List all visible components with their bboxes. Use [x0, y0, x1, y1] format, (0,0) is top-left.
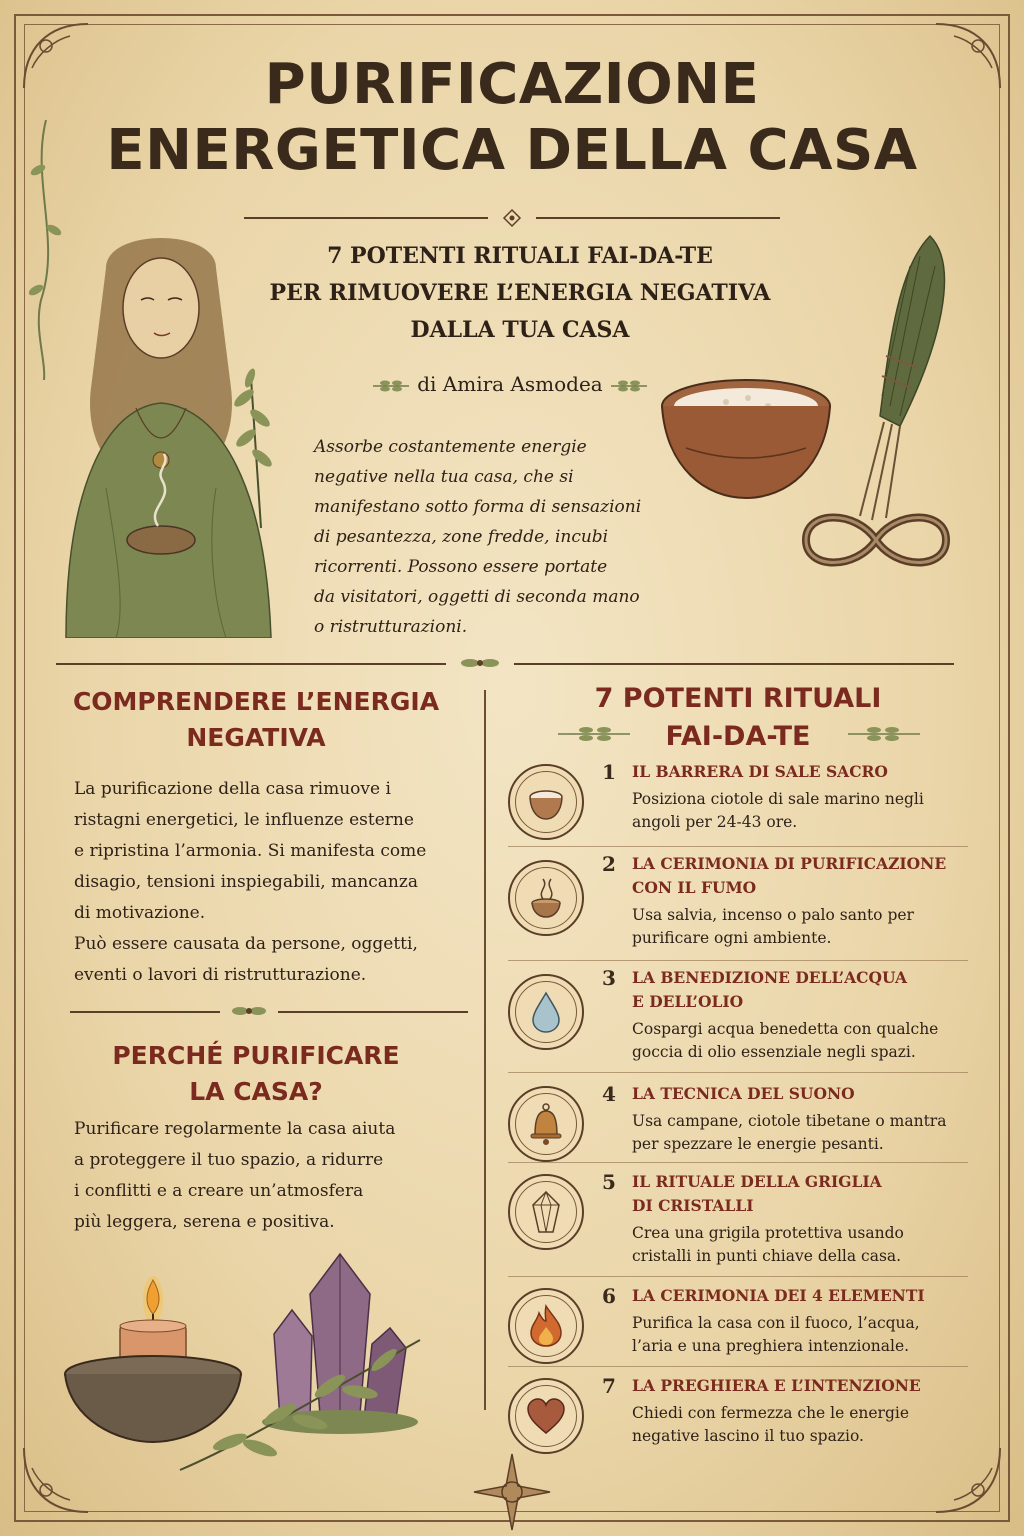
section-title-line: LA CASA?	[189, 1077, 323, 1106]
ritual-description	[632, 904, 968, 950]
intro-line: di pesantezza, zone fredde, incubi	[314, 527, 609, 547]
subsection-divider	[278, 1011, 468, 1013]
ritual-desc-line: Purifica la casa con il fuoco, l’acqua,	[632, 1314, 920, 1332]
leaf-sprig-icon	[609, 378, 649, 394]
section-title-line: FAI-DA-TE	[665, 721, 811, 752]
ritual-desc-line: negative lascino il tuo spazio.	[632, 1427, 864, 1445]
ritual-badge	[508, 1378, 584, 1454]
ritual-badge	[508, 1086, 584, 1162]
subsection-divider	[70, 1011, 220, 1013]
ritual-description	[632, 1312, 968, 1358]
body-line: eventi o lavori di ristrutturazione.	[74, 965, 367, 985]
body-line: più leggera, serena e positiva.	[74, 1212, 335, 1232]
subtitle-line-3: DALLA TUA CASA	[410, 317, 630, 343]
intro-paragraph	[314, 432, 664, 642]
column-divider	[484, 690, 486, 1410]
section-divider	[56, 663, 446, 665]
ritual-desc-line: Chiedi con fermezza che le energie	[632, 1404, 910, 1422]
body-line: Può essere causata da persone, oggetti,	[74, 934, 418, 954]
heart-icon	[523, 1393, 569, 1439]
ritual-title	[632, 1374, 968, 1398]
ritual-separator	[508, 960, 968, 961]
sage-bundle-illustration	[820, 226, 970, 526]
title-line-2: ENERGETICA DELLA CASA	[106, 118, 918, 183]
herb-sprig-illustration	[170, 1330, 430, 1480]
ritual-separator	[508, 1276, 968, 1277]
ritual-title	[632, 1082, 968, 1106]
leaf-sprig-icon	[846, 724, 922, 744]
ritual-desc-line: angoli per 24-43 ore.	[632, 813, 798, 831]
divider-ornament	[224, 1000, 274, 1022]
ritual-badge	[508, 974, 584, 1050]
ritual-item-5	[508, 1170, 968, 1276]
ritual-title-line: E DELL’OLIO	[632, 992, 744, 1011]
rituals-section-title	[510, 680, 966, 756]
body-line: i conflitti e a creare un’atmosfera	[74, 1181, 364, 1201]
ritual-desc-line: Usa campane, ciotole tibetane o mantra	[632, 1112, 947, 1130]
ritual-number: 1	[602, 760, 616, 784]
ritual-number: 3	[602, 966, 616, 990]
body-line: e ripristina l’armonia. Si manifesta come	[74, 841, 427, 861]
ritual-title-line: CON IL FUMO	[632, 878, 757, 897]
infinity-symbol-illustration	[786, 500, 966, 580]
ritual-title	[632, 1170, 968, 1218]
ritual-separator	[508, 1072, 968, 1073]
ritual-badge	[508, 764, 584, 840]
ritual-item-7	[508, 1374, 968, 1480]
ritual-desc-line: Cospargi acqua benedetta con qualche	[632, 1020, 939, 1038]
ritual-desc-line: Crea una grigila protettiva usando	[632, 1224, 904, 1242]
ritual-desc-line: l’aria e una preghiera intenzionale.	[632, 1337, 910, 1355]
ritual-item-3	[508, 966, 968, 1072]
bell-icon	[523, 1101, 569, 1147]
ritual-title-line: DI CRISTALLI	[632, 1196, 754, 1215]
page-title	[0, 52, 1024, 184]
intro-line: o ristrutturazioni.	[314, 617, 468, 637]
why-text	[74, 1114, 474, 1238]
ritual-title-line: LA CERIMONIA DEI 4 ELEMENTI	[632, 1286, 925, 1305]
body-line: Purificare regolarmente la casa aiuta	[74, 1119, 396, 1139]
ritual-item-1	[508, 760, 968, 866]
divider-ornament	[450, 652, 510, 674]
intro-line: Assorbe costantemente energie	[314, 437, 587, 457]
ritual-title-line: LA BENEDIZIONE DELL’ACQUA	[632, 968, 908, 987]
ritual-number: 6	[602, 1284, 616, 1308]
ritual-title-line: LA CERIMONIA DI PURIFICAZIONE	[632, 854, 947, 873]
section-title-line: NEGATIVA	[186, 723, 326, 752]
subtitle-line-1: 7 POTENTI RITUALI FAI-DA-TE	[327, 243, 713, 269]
ritual-desc-line: goccia di olio essenziale negli spazi.	[632, 1043, 916, 1061]
ritual-description	[632, 1110, 968, 1156]
ritual-desc-line: Usa salvia, incenso o palo santo per	[632, 906, 914, 924]
ritual-badge	[508, 1174, 584, 1250]
salt-bowl-icon	[523, 779, 569, 825]
body-line: La purificazione della casa rimuove i	[74, 779, 391, 799]
intro-line: da visitatori, oggetti di seconda mano	[314, 587, 640, 607]
ritual-title-line: IL RITUALE DELLA GRIGLIA	[632, 1172, 882, 1191]
subtitle-line-2: PER RIMUOVERE L’ENERGIA NEGATIVA	[269, 280, 771, 306]
ritual-desc-line: Posiziona ciotole di sale marino negli	[632, 790, 924, 808]
ritual-separator	[508, 846, 968, 847]
ritual-title	[632, 760, 968, 784]
leaf-sprig-icon	[556, 724, 632, 744]
ritual-desc-line: cristalli in punti chiave della casa.	[632, 1247, 902, 1265]
ritual-title	[632, 966, 968, 1014]
ritual-number: 4	[602, 1082, 616, 1106]
body-line: disagio, tensioni inspiegabili, mancanza	[74, 872, 418, 892]
ritual-separator	[508, 1366, 968, 1367]
author-name: di Amira Asmodea	[417, 372, 603, 396]
title-divider	[244, 208, 780, 228]
body-line: di motivazione.	[74, 903, 206, 923]
ritual-title-line: IL BARRERA DI SALE SACRO	[632, 762, 888, 781]
subtitle	[250, 238, 790, 349]
why-section-title	[56, 1038, 456, 1110]
flame-icon	[523, 1303, 569, 1349]
corner-ornament-bottom-left	[18, 1438, 98, 1518]
woman-with-herbs-illustration	[46, 228, 296, 638]
ritual-description	[632, 1018, 968, 1064]
understanding-text	[74, 774, 474, 991]
title-line-1: PURIFICAZIONE	[264, 52, 760, 117]
body-line: ristagni energetici, le influenze esterne	[74, 810, 414, 830]
salt-bowl-illustration	[656, 358, 836, 508]
ritual-title	[632, 1284, 968, 1308]
intro-line: negative nella tua casa, che si	[314, 467, 574, 487]
ritual-separator	[508, 1162, 968, 1163]
section-title-line: COMPRENDERE L’ENERGIA	[72, 687, 440, 716]
section-divider	[514, 663, 954, 665]
smoke-bowl-icon	[523, 875, 569, 921]
leaf-sprig-icon	[371, 378, 411, 394]
section-title-line: 7 POTENTI RITUALI	[594, 683, 882, 714]
ritual-item-2	[508, 852, 968, 958]
ritual-number: 5	[602, 1170, 616, 1194]
section-title-line: PERCHÉ PURIFICARE	[112, 1041, 400, 1070]
understanding-section-title	[56, 684, 456, 756]
ritual-number: 2	[602, 852, 616, 876]
ritual-desc-line: purificare ogni ambiente.	[632, 929, 832, 947]
author-line	[330, 372, 690, 396]
ritual-description	[632, 788, 968, 834]
intro-line: ricorrenti. Possono essere portate	[314, 557, 608, 577]
ritual-description	[632, 1402, 968, 1448]
ritual-badge	[508, 860, 584, 936]
ritual-badge	[508, 1288, 584, 1364]
ritual-number: 7	[602, 1374, 616, 1398]
intro-line: manifestano sotto forma di sensazioni	[314, 497, 642, 517]
ritual-title-line: LA TECNICA DEL SUONO	[632, 1084, 855, 1103]
ritual-title-line: LA PREGHIERA E L’INTENZIONE	[632, 1376, 921, 1395]
body-line: a proteggere il tuo spazio, a ridurre	[74, 1150, 384, 1170]
ritual-description	[632, 1222, 968, 1268]
ritual-title	[632, 852, 968, 900]
ritual-desc-line: per spezzare le energie pesanti.	[632, 1135, 884, 1153]
crystal-icon	[523, 1189, 569, 1235]
water-drop-icon	[523, 989, 569, 1035]
